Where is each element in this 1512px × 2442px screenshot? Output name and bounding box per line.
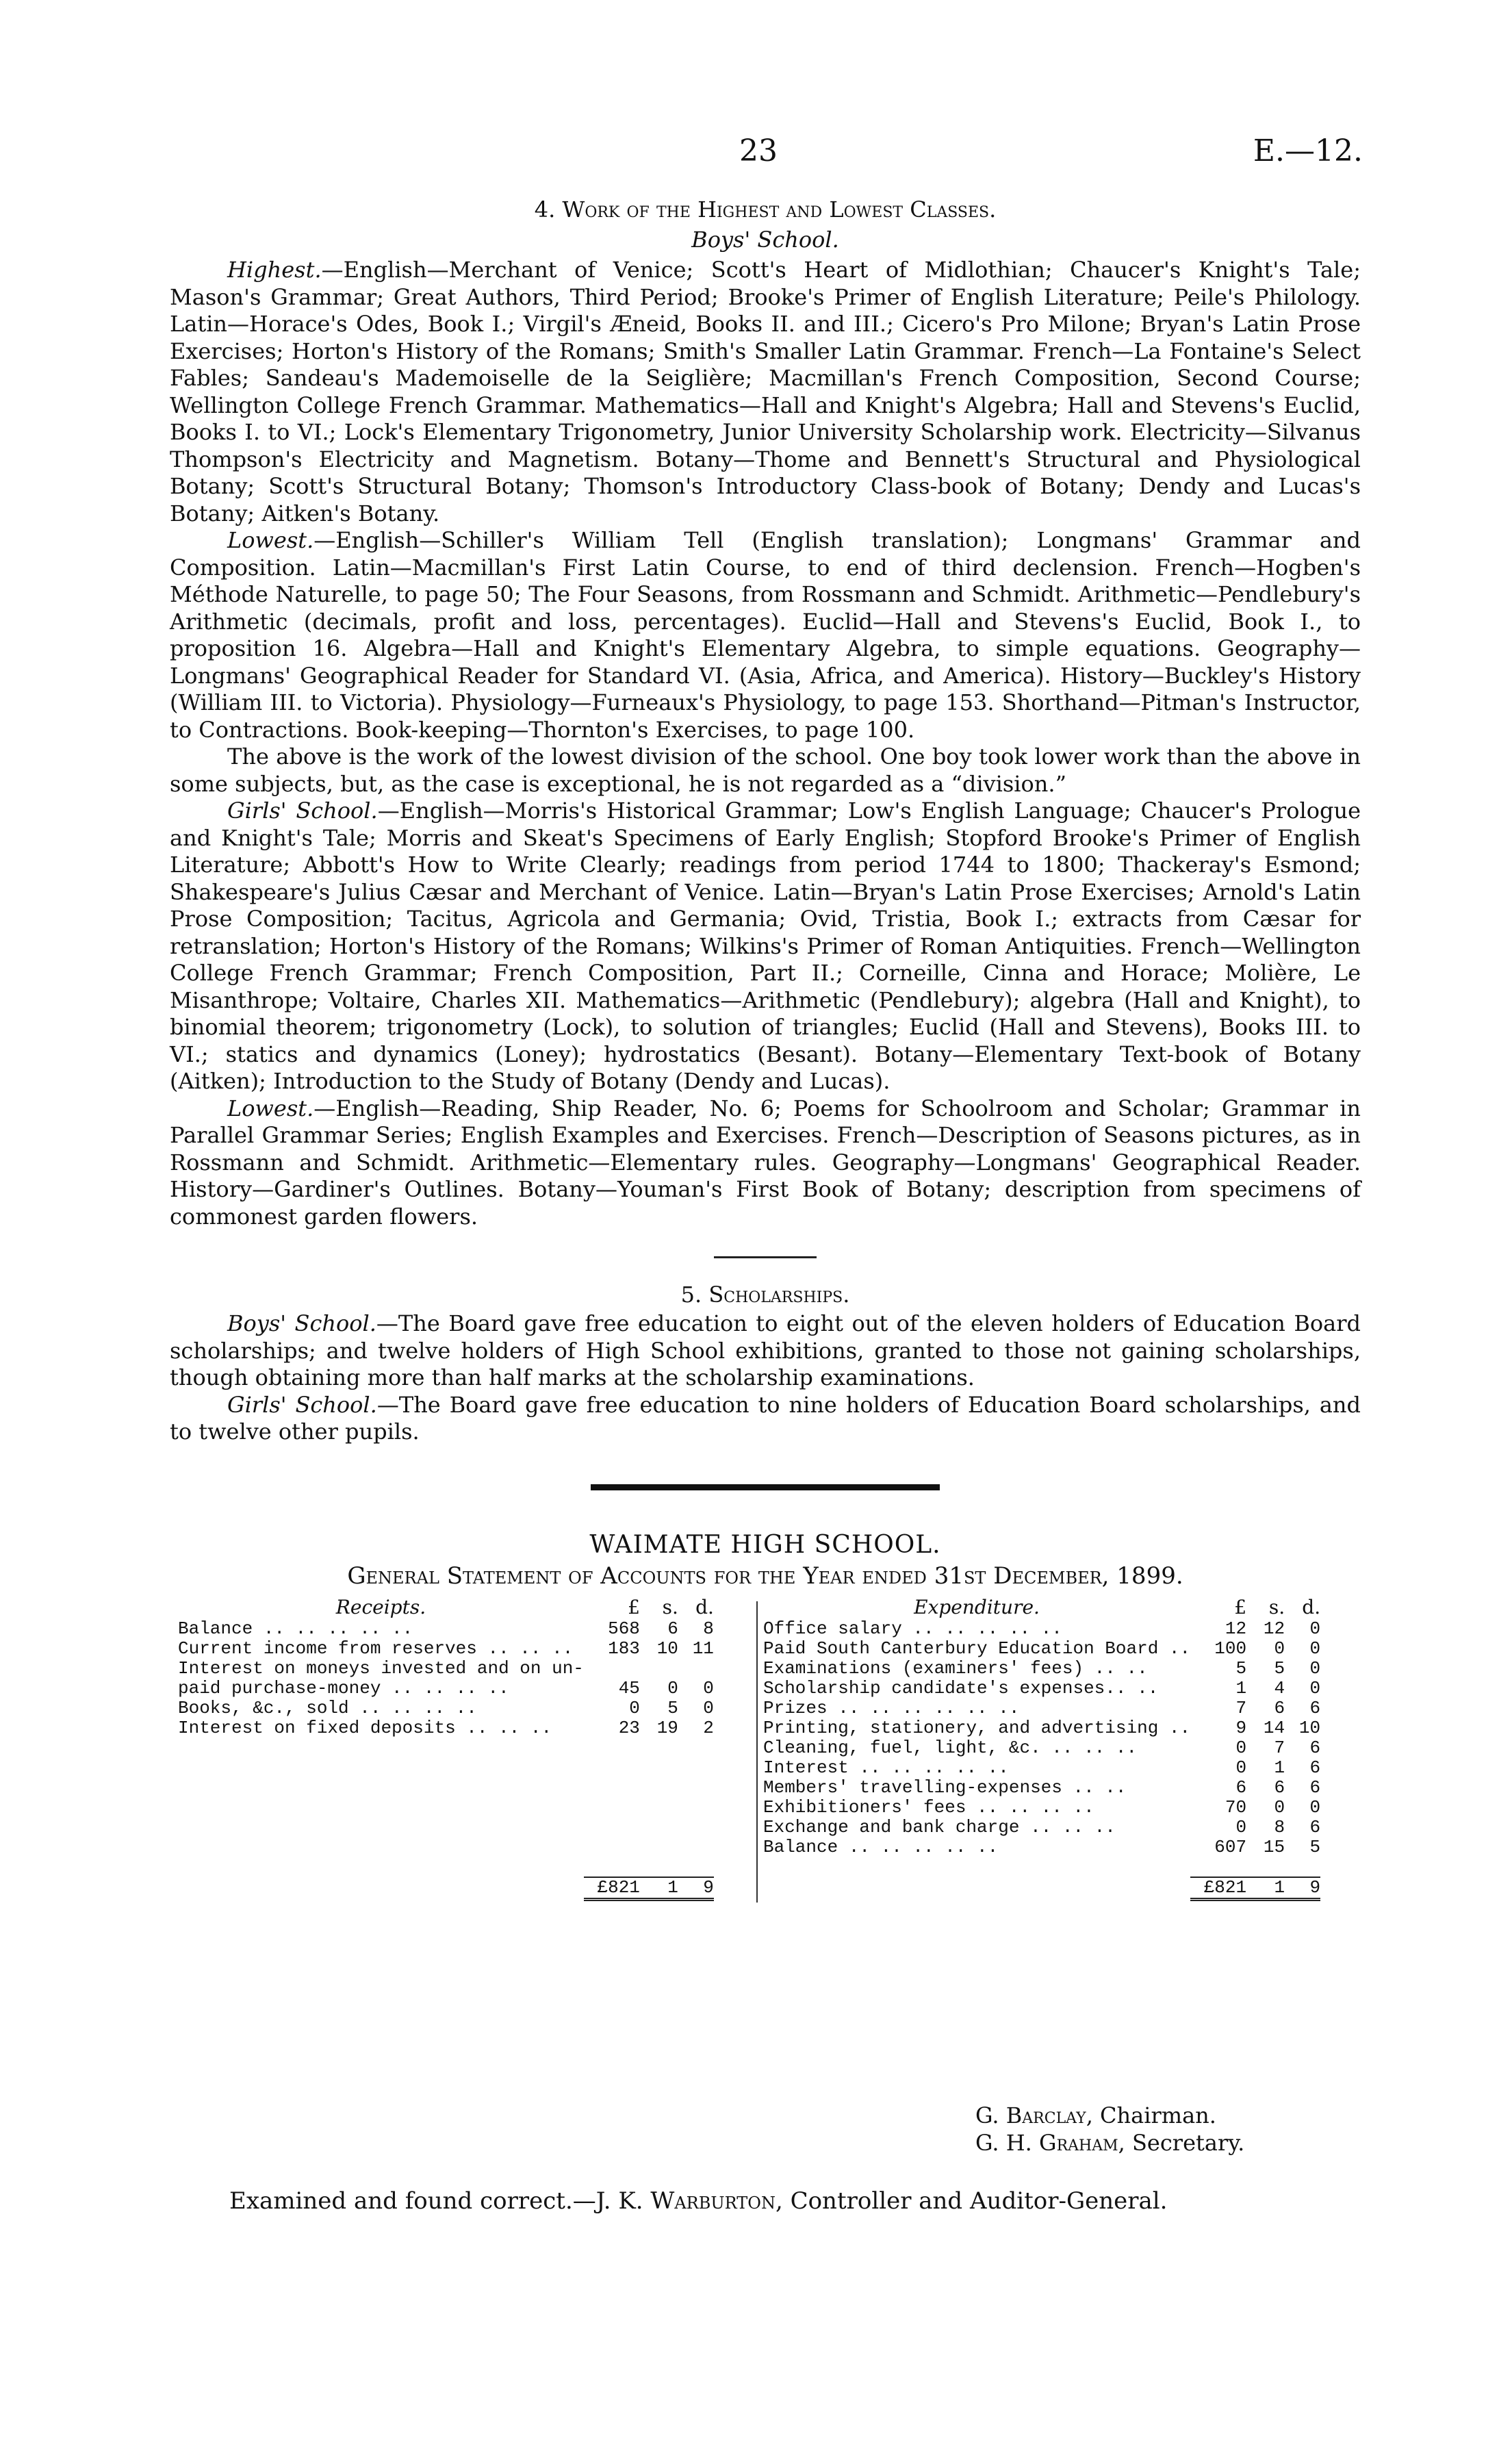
pence-header: d. xyxy=(695,1595,714,1618)
expenditure-pounds: 70 xyxy=(1225,1796,1247,1818)
shillings-header: s. xyxy=(662,1595,678,1618)
receipt-shillings: 10 xyxy=(656,1638,678,1659)
expenditure-label: Interest .. .. .. .. .. xyxy=(763,1757,1009,1778)
expenditure-shillings: 12 xyxy=(1263,1618,1285,1639)
receipts-total-shillings: 1 xyxy=(640,1877,678,1900)
receipt-label: Current income from reserves .. .. .. xyxy=(178,1638,574,1659)
expenditure-label: Exchange and bank charge .. .. .. xyxy=(763,1817,1116,1837)
receipt-label: Balance .. .. .. .. .. xyxy=(178,1618,413,1639)
section-4-heading: 4. Work of the Highest and Lowest Classes. xyxy=(534,196,997,222)
expenditure-pence: 6 xyxy=(1309,1816,1321,1837)
expenditure-pence: 6 xyxy=(1309,1777,1321,1798)
expenditure-row xyxy=(763,1778,1320,1798)
expenditure-shillings: 0 xyxy=(1274,1796,1285,1818)
expenditure-total-row xyxy=(763,1877,1320,1900)
accounts-title: General Statement of Accounts for the Year ended 31st December, 1899. xyxy=(347,1562,1183,1590)
receipt-label: paid purchase-money .. .. .. .. xyxy=(178,1678,509,1699)
scholarships-girls-text: —The Board gave free education to nine holders of Education Board scholarships, and to twelve other pupils. xyxy=(170,1391,1361,1445)
expenditure-label: Printing, stationery, and advertising .. xyxy=(763,1718,1191,1738)
school-title: WAIMATE HIGH SCHOOL. xyxy=(589,1530,941,1559)
expenditure-pounds: 9 xyxy=(1235,1717,1247,1738)
expenditure-pence: 0 xyxy=(1309,1638,1321,1659)
expenditure-pounds: 0 xyxy=(1235,1816,1247,1837)
expenditure-row xyxy=(763,1758,1320,1778)
thick-divider xyxy=(591,1484,940,1490)
expenditure-label: Examinations (examiners' fees) .. .. xyxy=(763,1658,1148,1679)
scholarships-boys-label: Boys' School. xyxy=(227,1310,376,1336)
highest-text: —English—Merchant of Venice; Scott's Heart of Midlothian; Chaucer's Knight's Tale; Mason's Grammar; Great Authors, Third Period; Brooke's Primer of English Literature; Peile's Philology. Latin—Horace's Odes, Book I.; Virgil's Æneid, Books II. and III.; Cicero's Pro Milone; Bryan's Latin Prose Exercises; Horton's History of the Romans; Smith's Smaller Latin Grammar. French—La Fontaine's Select Fables; Sandeau's Mademoiselle de la Seiglière; Macmillan's French Composition, Second Course; Wellington College French Grammar. Mathematics—Hall and Knight's Algebra; Hall and Stevens's Euclid, Books I. to VI.; Lock's Elementary Trigonometry, Junior University Scholarship work. Electricity—Silvanus Thompson's Electricity and Magnetism. Botany—Thome and Bennett's Structural and Physiological Botany; Scott's Structural Botany; Thomson's Introductory Class-book of Botany; Dendy and Lucas's Botany; Aitken's Botany. xyxy=(170,257,1361,526)
expenditure-shillings: 6 xyxy=(1274,1697,1285,1718)
secretary-name: G. H. Graham xyxy=(975,2130,1118,2156)
receipt-pounds: 45 xyxy=(618,1677,640,1699)
signature-chairman xyxy=(975,2102,1244,2129)
expenditure-shillings: 4 xyxy=(1274,1677,1285,1699)
boys-school-subheading: Boys' School. xyxy=(691,227,839,253)
expenditure-row xyxy=(763,1619,1320,1639)
chairman-name: G. Barclay xyxy=(975,2102,1086,2128)
shillings-header: s. xyxy=(1268,1595,1285,1618)
girls-lowest-label: Lowest. xyxy=(227,1095,314,1121)
auditor-title: , Controller and Auditor-General. xyxy=(775,2187,1168,2215)
expenditure-pence: 6 xyxy=(1309,1697,1321,1718)
girls-lowest-paragraph xyxy=(170,1095,1361,1231)
expenditure-pence: 0 xyxy=(1309,1796,1321,1818)
scholarships-girls-paragraph xyxy=(170,1392,1361,1446)
chairman-role: , Chairman. xyxy=(1086,2102,1216,2128)
expenditure-pence: 10 xyxy=(1298,1717,1321,1738)
receipt-pounds: 568 xyxy=(608,1618,640,1639)
section-5-heading: 5. Scholarships. xyxy=(680,1282,850,1308)
expenditure-pence: 0 xyxy=(1309,1618,1321,1639)
expenditure-label: Cleaning, fuel, light, &c. .. .. .. xyxy=(763,1738,1138,1758)
auditor-statement xyxy=(229,2187,1167,2215)
expenditure-table xyxy=(763,1596,1320,1901)
expenditure-label: Scholarship candidate's expenses.. .. xyxy=(763,1678,1159,1699)
receipts-heading: Receipts. xyxy=(335,1595,426,1618)
expenditure-pounds: 100 xyxy=(1214,1638,1247,1659)
expenditure-total-shillings: 1 xyxy=(1246,1877,1285,1900)
expenditure-pounds: 7 xyxy=(1235,1697,1247,1718)
auditor-name: Warburton xyxy=(650,2187,776,2215)
expenditure-row xyxy=(763,1639,1320,1659)
receipt-pence: 0 xyxy=(703,1697,714,1718)
lowest-label: Lowest. xyxy=(227,527,314,553)
expenditure-shillings: 6 xyxy=(1274,1777,1285,1798)
expenditure-pence: 6 xyxy=(1309,1737,1321,1758)
lowest-text: —English—Schiller's William Tell (English translation); Longmans' Grammar and Composition. Latin—Macmillan's First Latin Course, to end of third declension. French—Hogben's Méthode Naturelle, to page 50; The Four Seasons, from Rossmann and Schmidt. Arithmetic—Pendlebury's Arithmetic (decimals, profit and loss, percentages). Euclid—Hall and Stevens's Euclid, Book I., to proposition 16. Algebra—Hall and Knight's Elementary Algebra, to simple equations. Geography—Longmans' Geographical Reader for Standard VI. (Asia, Africa, and America). History—Buckley's History (William III. to Victoria). Physiology—Furneaux's Physiology, to page 153. Shorthand—Pitman's Instructor, to Contractions. Book-keeping—Thornton's Exercises, to page 100. xyxy=(170,527,1361,743)
receipt-pence xyxy=(678,1659,714,1679)
expenditure-row xyxy=(763,1818,1320,1837)
receipt-label: Interest on moneys invested and on un- xyxy=(178,1658,584,1679)
receipt-row xyxy=(178,1639,714,1659)
expenditure-pounds: 6 xyxy=(1235,1777,1247,1798)
section-divider xyxy=(714,1256,817,1258)
expenditure-row xyxy=(763,1659,1320,1679)
expenditure-row xyxy=(763,1798,1320,1818)
expenditure-total-pence: 9 xyxy=(1285,1877,1320,1900)
scholarships-boys-text: —The Board gave free education to eight out of the eleven holders of Education Board scholarships; and twelve holders of High School exhibitions, granted to those not gaining scholarships, though obtaining more than half marks at the scholarship examinations. xyxy=(170,1310,1361,1390)
scholarships-girls-label: Girls' School. xyxy=(227,1391,377,1418)
expenditure-total-pounds: £821 xyxy=(1190,1877,1246,1900)
expenditure-label: Paid South Canterbury Education Board .. xyxy=(763,1638,1191,1659)
expenditure-label: Prizes .. .. .. .. .. .. xyxy=(763,1698,1020,1718)
scholarships-boys-paragraph xyxy=(170,1310,1361,1392)
expenditure-row xyxy=(763,1699,1320,1718)
expenditure-pounds: 1 xyxy=(1235,1677,1247,1699)
boys-lowest-paragraph xyxy=(170,527,1361,743)
expenditure-shillings: 8 xyxy=(1274,1816,1285,1837)
expenditure-label: Exhibitioners' fees .. .. .. .. xyxy=(763,1797,1094,1818)
receipt-shillings: 19 xyxy=(656,1717,678,1738)
expenditure-shillings: 7 xyxy=(1274,1737,1285,1758)
receipt-shillings: 6 xyxy=(667,1618,678,1639)
pounds-header: £ xyxy=(628,1595,640,1618)
document-reference: E.—12. xyxy=(1253,133,1363,168)
receipts-column xyxy=(178,1596,746,1901)
receipt-row xyxy=(178,1659,714,1679)
expenditure-column xyxy=(763,1596,1352,1901)
receipts-total-pence: 9 xyxy=(678,1877,714,1900)
above-note-paragraph: The above is the work of the lowest division of the school. One boy took lower work than the above in some subjects, but, as the case is exceptional, he is not regarded as a “division.” xyxy=(170,743,1361,797)
receipt-shillings: 0 xyxy=(667,1677,678,1699)
expenditure-pounds: 607 xyxy=(1214,1836,1247,1857)
receipt-row xyxy=(178,1619,714,1639)
signatures xyxy=(975,2102,1244,2157)
receipt-pence: 2 xyxy=(703,1717,714,1738)
receipt-label: Interest on fixed deposits .. .. .. xyxy=(178,1718,552,1738)
expenditure-heading: Expenditure. xyxy=(914,1595,1040,1618)
receipts-total-row xyxy=(178,1877,714,1900)
receipt-shillings xyxy=(640,1659,678,1679)
expenditure-label: Balance .. .. .. .. .. xyxy=(763,1837,999,1857)
pounds-header: £ xyxy=(1234,1595,1247,1618)
column-divider xyxy=(756,1601,758,1903)
boys-highest-paragraph xyxy=(170,257,1361,527)
expenditure-pence: 6 xyxy=(1309,1757,1321,1778)
receipt-row xyxy=(178,1679,714,1699)
expenditure-shillings: 0 xyxy=(1274,1638,1285,1659)
expenditure-pence: 5 xyxy=(1309,1836,1321,1857)
receipt-pence: 8 xyxy=(703,1618,714,1639)
expenditure-pounds: 12 xyxy=(1225,1618,1247,1639)
expenditure-shillings: 15 xyxy=(1263,1836,1285,1857)
expenditure-pounds: 0 xyxy=(1235,1757,1247,1778)
expenditure-pounds: 5 xyxy=(1235,1657,1247,1679)
receipt-pence: 0 xyxy=(703,1677,714,1699)
girls-highest-paragraph xyxy=(170,798,1361,1095)
receipt-label: Books, &c., sold .. .. .. .. xyxy=(178,1698,477,1718)
receipts-total-pounds: £821 xyxy=(584,1877,640,1900)
receipt-pence: 11 xyxy=(692,1638,714,1659)
receipt-pounds: 23 xyxy=(618,1717,640,1738)
expenditure-pence: 0 xyxy=(1309,1657,1321,1679)
expenditure-row xyxy=(763,1837,1320,1857)
receipt-shillings: 5 xyxy=(667,1697,678,1718)
highest-label: Highest. xyxy=(227,257,322,283)
girls-school-label: Girls' School. xyxy=(227,798,378,824)
expenditure-shillings: 14 xyxy=(1263,1717,1285,1738)
expenditure-row xyxy=(763,1718,1320,1738)
expenditure-row xyxy=(763,1738,1320,1758)
receipts-table xyxy=(178,1596,714,1901)
signature-secretary xyxy=(975,2129,1244,2157)
expenditure-row xyxy=(763,1679,1320,1699)
girls-text: —English—Morris's Historical Grammar; Low's English Language; Chaucer's Prologue and Knight's Tale; Morris and Skeat's Specimens of Early English; Stopford Brooke's Primer of English Literature; Abbott's How to Write Clearly; readings from period 1744 to 1800; Thackeray's Esmond; Shakespeare's Julius Cæsar and Merchant of Venice. Latin—Bryan's Latin Prose Exercises; Arnold's Latin Prose Composition; Tacitus, Agricola and Germania; Ovid, Tristia, Book I.; extracts from Cæsar for retranslation; Horton's History of the Romans; Wilkins's Primer of Roman Antiquities. French—Wellington College French Grammar; French Composition, Part II.; Corneille, Cinna and Horace; Molière, Le Misanthrope; Voltaire, Charles XII. Mathematics—Arithmetic (Pendlebury); algebra (Hall and Knight), to binomial theorem; trigonometry (Lock), to solution of triangles; Euclid (Hall and Stevens), Books III. to VI.; statics and dynamics (Loney); hydrostatics (Besant). Botany—Elementary Text-book of Botany (Aitken); Introduction to the Study of Botany (Dendy and Lucas). xyxy=(170,798,1361,1094)
expenditure-label: Members' travelling-expenses .. .. xyxy=(763,1777,1127,1798)
receipt-pounds: 0 xyxy=(629,1697,640,1718)
secretary-role: , Secretary. xyxy=(1118,2130,1245,2156)
expenditure-pence: 0 xyxy=(1309,1677,1321,1699)
expenditure-shillings: 1 xyxy=(1274,1757,1285,1778)
receipt-pounds: 183 xyxy=(608,1638,640,1659)
expenditure-shillings: 5 xyxy=(1274,1657,1285,1679)
receipt-row xyxy=(178,1718,714,1738)
page-body xyxy=(170,195,1361,1898)
girls-lowest-text: —English—Reading, Ship Reader, No. 6; Poems for Schoolroom and Scholar; Grammar in Parallel Grammar Series; English Examples and Exercises. French—Description of Seasons pictures, as in Rossmann and Schmidt. Arithmetic—Elementary rules. Geography—Longmans' Geographical Reader. History—Gardiner's Outlines. Botany—Youman's First Book of Botany; description from specimens of commonest garden flowers. xyxy=(170,1095,1361,1230)
receipt-pounds xyxy=(584,1659,640,1679)
page-number: 23 xyxy=(739,133,778,168)
expenditure-label: Office salary .. .. .. .. .. xyxy=(763,1618,1062,1639)
pence-header: d. xyxy=(1302,1595,1321,1618)
receipt-row xyxy=(178,1699,714,1718)
expenditure-pounds: 0 xyxy=(1235,1737,1247,1758)
examined-prefix: Examined and found correct.—J. K. xyxy=(229,2187,651,2215)
